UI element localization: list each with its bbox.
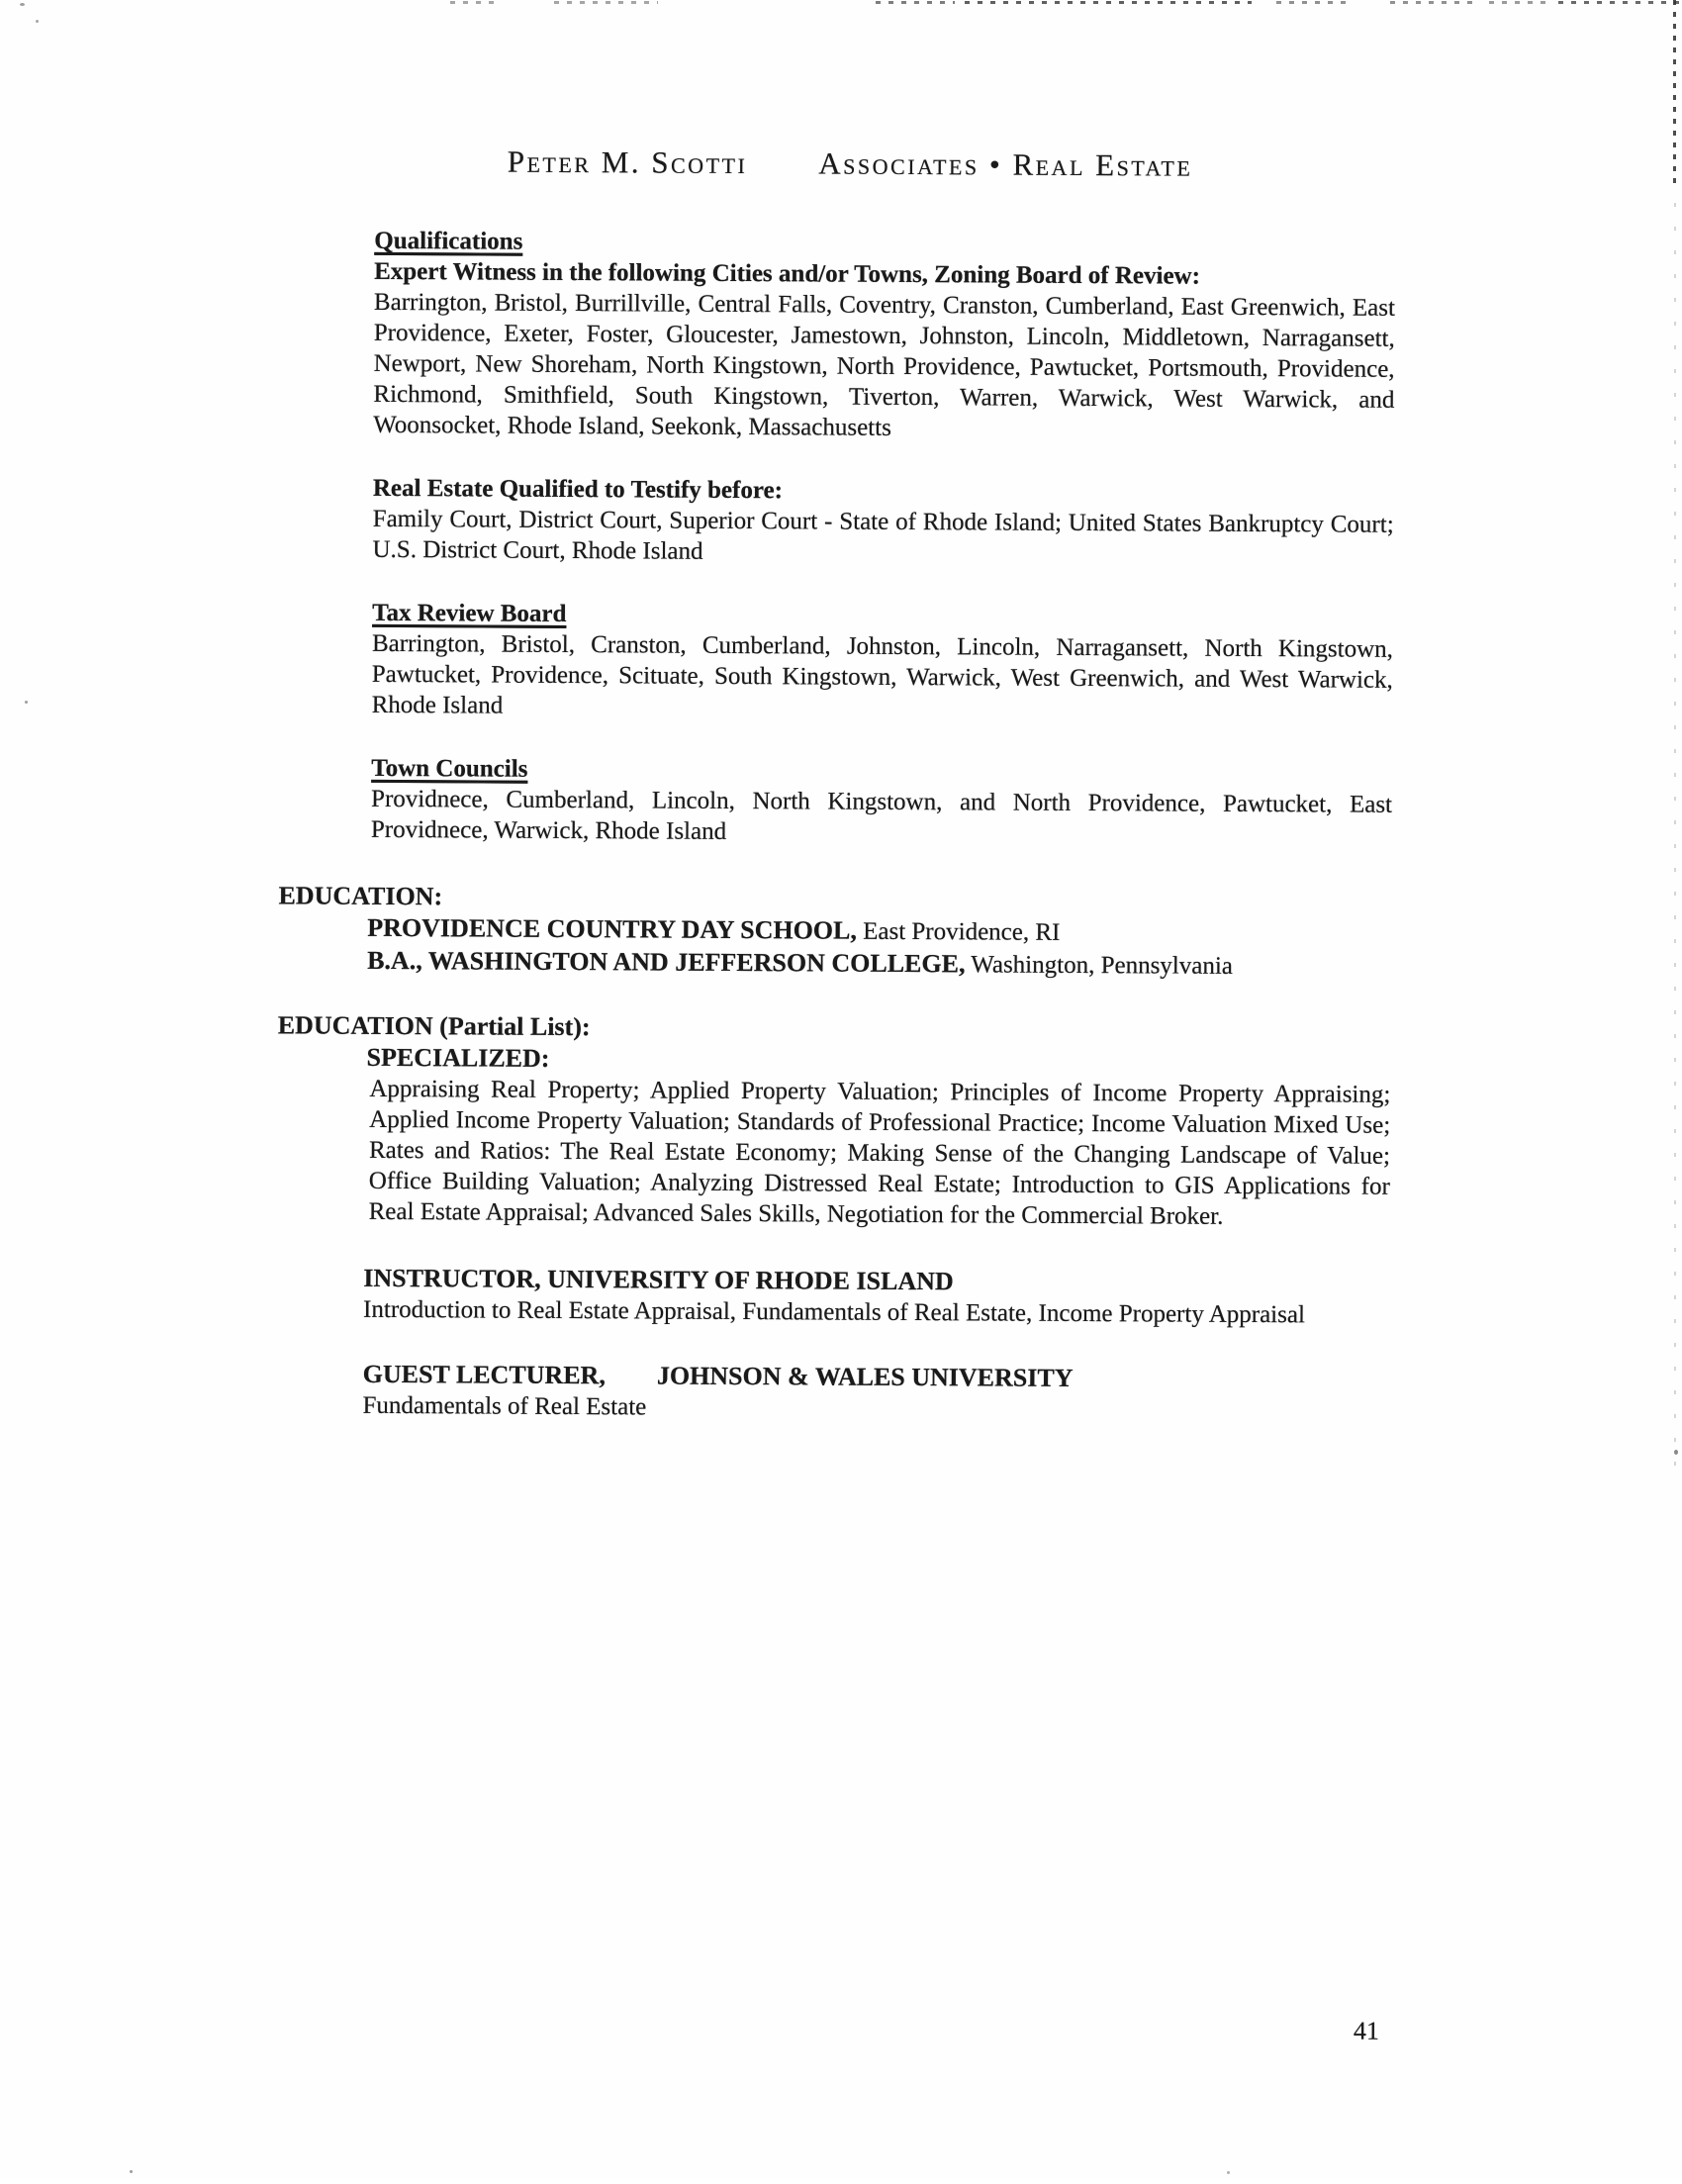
- tax-review-heading: Tax Review Board: [372, 599, 567, 627]
- scan-artifact-right-dots: [1674, 203, 1676, 1470]
- education-partial-label: EDUCATION (Partial List):: [277, 1010, 591, 1042]
- instructor-title: INSTRUCTOR, UNIVERSITY OF RHODE ISLAND: [363, 1263, 954, 1296]
- scan-artifact-speck: [130, 2170, 133, 2173]
- section-guest-lecturer: [275, 1358, 1443, 1428]
- letterhead-name: Peter M. Scotti: [507, 143, 748, 181]
- scan-artifact-dash: [1276, 1, 1346, 4]
- scan-artifact-dash: [1390, 1, 1474, 4]
- scan-artifact-dash: [965, 1, 1252, 4]
- school-detail: East Providence, RI: [856, 917, 1061, 946]
- page-number: 41: [1353, 2016, 1380, 2045]
- expert-witness-title: Expert Witness in the following Cities and/or Towns, Zoning Board of Review:: [374, 257, 1201, 290]
- section-education: [278, 880, 1447, 984]
- testify-title: Real Estate Qualified to Testify before:: [372, 474, 784, 505]
- school-detail: Washington, Pennsylvania: [965, 951, 1234, 980]
- scan-artifact-speck: [25, 701, 28, 704]
- town-councils-heading: Town Councils: [371, 754, 528, 783]
- expert-witness-body: Barrington, Bristol, Burrillville, Central Falls, Coventry, Cranston, Cumberland, East Greenwich, East Providence, Exeter, Foster, Gloucester, Jamestown, Johnston, Lincoln, Middletown, Narragansett, Newport, New Shoreham, North Kingstown, North Providence, Pawtucket, Portsmouth, Providence, Richmond, Smithfield, South Kingstown, Tiverton, Warren, Warwick, West Warwick, and Woonsocket, Rhode Island, Seekonk, Massachusetts: [373, 288, 1396, 441]
- section-instructor: [276, 1262, 1444, 1332]
- letterhead: [508, 1, 1682, 186]
- scan-artifact-dash: [450, 1, 495, 4]
- qualifications-heading: Qualifications: [374, 227, 523, 255]
- section-testify: [372, 473, 1394, 571]
- scan-artifact-dash: [876, 1, 955, 4]
- section-town-councils: [371, 753, 1393, 851]
- section-qualifications: [373, 226, 1395, 446]
- scan-artifact-dash: [554, 1, 658, 4]
- scan-artifact-speck: [1674, 1450, 1678, 1455]
- specialized-heading: SPECIALIZED:: [366, 1042, 550, 1073]
- scan-artifact-right-dots: [1673, 0, 1676, 186]
- education-label: EDUCATION:: [278, 881, 443, 911]
- section-tax-review-board: [372, 598, 1394, 726]
- scan-artifact-dash: [1489, 1, 1548, 4]
- town-councils-body: Providnece, Cumberland, Lincoln, North Kingstown, and North Providence, Pawtucket, East Providnece, Warwick, Rhode Island: [370, 785, 1393, 845]
- scan-artifact-dash: [1558, 1, 1682, 4]
- tax-review-body: Barrington, Bristol, Cranston, Cumberland, Johnston, Lincoln, Narragansett, North Kingstown, Pawtucket, Providence, Scituate, South Kingstown, Warwick, West Greenwich, and West Warwick, Rhode Island: [371, 629, 1394, 719]
- scan-artifact-speck: [20, 3, 25, 6]
- section-education-partial: [277, 1009, 1446, 1233]
- specialized-body: Appraising Real Property; Applied Property Valuation; Principles of Income Property Appraising; Applied Income Property Valuation; Standards of Professional Practice; Income Valuation Mixed Use; Rates and Ratios: The Real Estate Economy; Making Sense of the Changing Landscape of Value; Office Building Valuation; Analyzing Distressed Real Estate; Introduction to GIS Applications for Real Estate Appraisal; Advanced Sales Skills, Negotiation for the Commercial Broker.: [368, 1075, 1391, 1230]
- testify-body: Family Court, District Court, Superior Court - State of Rhode Island; United States Bankruptcy Court; U.S. District Court, Rhode Island: [372, 505, 1394, 565]
- letterhead-firm: Associates • Real Estate: [818, 145, 1193, 183]
- scan-artifact-speck: [36, 20, 39, 23]
- scan-artifact-speck: [1227, 2171, 1230, 2174]
- guest-lecturer-body: Fundamentals of Real Estate: [362, 1391, 647, 1421]
- guest-lecturer-title: GUEST LECTURER, JOHNSON & WALES UNIVERSITY: [362, 1359, 1074, 1392]
- instructor-body: Introduction to Real Estate Appraisal, Fundamentals of Real Estate, Income Property Appraisal: [363, 1295, 1306, 1329]
- school-name: B.A., WASHINGTON AND JEFFERSON COLLEGE,: [367, 945, 966, 979]
- school-name: PROVIDENCE COUNTRY DAY SCHOOL,: [367, 912, 857, 945]
- document-body: [275, 225, 1449, 1428]
- education-school-line: [367, 945, 1446, 984]
